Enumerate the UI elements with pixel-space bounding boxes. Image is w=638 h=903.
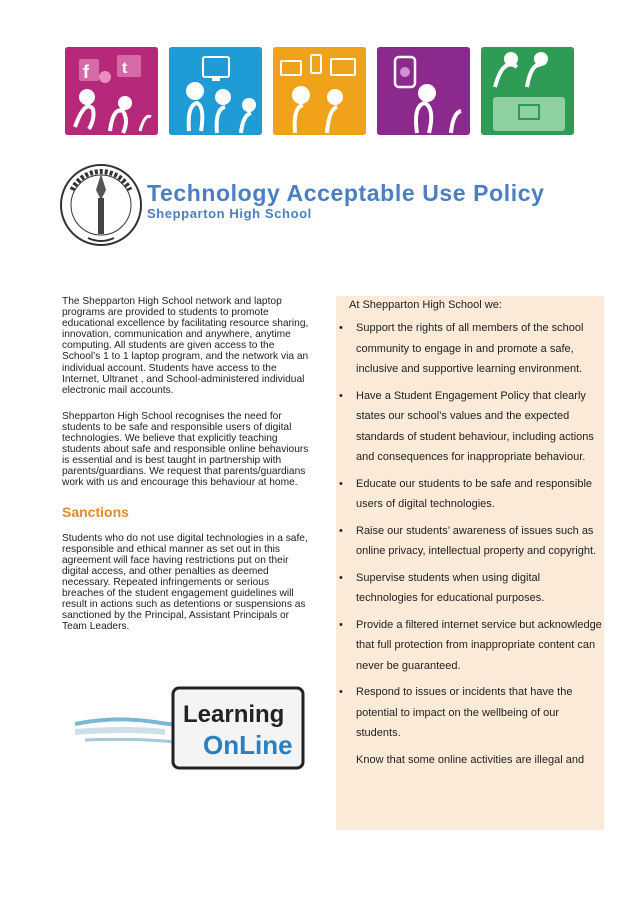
list-item: • Raise our students’ awareness of issues such as online privacy, intellectual property and copyright. xyxy=(339,524,597,557)
list-item: Know that some online activities are illegal and xyxy=(356,753,585,766)
list-item: • Respond to issues or incidents that have the potential to impact on the wellbeing of our students. xyxy=(339,686,573,739)
list-item: • Support the rights of all members of the school community to engage in and promote a safe, inclusive and supportive learning environment. xyxy=(339,322,584,375)
commitments-intro: At Shepparton High School we: xyxy=(349,299,502,311)
list-item: • Educate our students to be safe and responsible users of digital technologies. xyxy=(339,477,593,510)
monitor-tile xyxy=(169,47,262,135)
list-item: • Supervise students when using digital technologies for educational purposes. xyxy=(339,571,545,604)
header-banner xyxy=(65,47,575,135)
laptop-icon xyxy=(481,47,574,135)
school-crest-logo xyxy=(58,160,144,250)
monitor-icon xyxy=(169,47,262,135)
left-column xyxy=(62,296,312,647)
sanctions-heading: Sanctions xyxy=(62,503,129,520)
devices-tile xyxy=(273,47,366,135)
sanctions-paragraph: Students who do not use digital technologies in a safe, responsible and ethical manner as set out in this agreement will face having restrictions put on their digital access, and other penalties as deemed necessary. Repeated infringements or serious breaches of the student engagement guidelines will result in actions such as detentions or suspensions as sanctioned by the Principal, Assistant Principals or Team Leaders. xyxy=(62,532,308,633)
list-item: • Have a Student Engagement Policy that clearly states our school’s values and the expected standards of student behaviour, including actions and consequences for inappropriate behaviour. xyxy=(339,389,594,463)
page-subtitle: Shepparton High School xyxy=(147,206,312,221)
intro-paragraph: The Shepparton High School network and laptop programs are provided to students to promote educational excellence by facilitating resource sharing, innovation, communication and anywhere, anytime computing. All students are given access to the School’s 1 to 1 laptop program, and the network via an individual account. Students have access to the Internet, Ultranet , and School-administered individual electronic mail accounts. xyxy=(62,296,309,396)
online-text: OnLine xyxy=(203,730,293,760)
social-media-tile xyxy=(65,47,158,135)
list-item: • Provide a filtered internet service but acknowledge that full protection from inappropriate content can never be guaranteed. xyxy=(339,618,602,672)
svg-text:t: t xyxy=(122,60,128,77)
phone-icon xyxy=(377,47,470,135)
phone-tile xyxy=(377,47,470,135)
commitments-box xyxy=(336,296,604,830)
svg-text:f: f xyxy=(83,62,89,82)
commitments-list xyxy=(336,318,604,770)
learning-online-image xyxy=(75,682,315,770)
learning-text: Learning xyxy=(183,701,285,728)
page-title: Technology Acceptable Use Policy xyxy=(147,180,545,206)
recognition-paragraph: Shepparton High School recognises the need for students to be safe and responsible users of digital technologies. We believe that explicitly teaching students about safe and responsible online behaviours is essential and is best taught in partnership with parents/guardians. We request that parents/guardians work with us and encourage this behaviour at home. xyxy=(62,410,309,489)
laptop-tile xyxy=(481,47,574,135)
social-media-icon xyxy=(65,47,158,135)
devices-icon xyxy=(273,47,366,135)
